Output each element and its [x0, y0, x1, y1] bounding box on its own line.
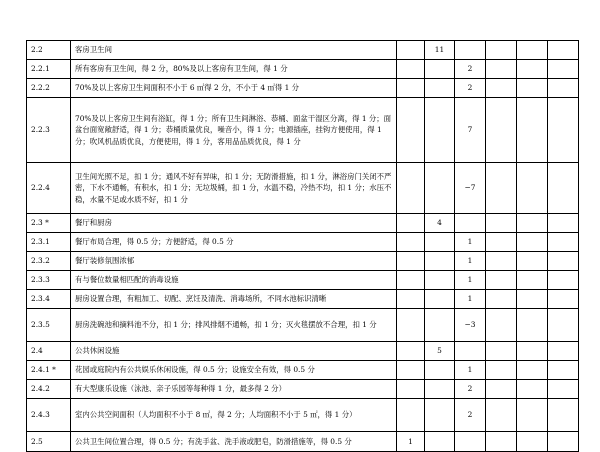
row-code: 2.2 [27, 41, 71, 60]
row-description: 卫生间光照不足，扣 1 分；通风不好有异味，扣 1 分；无防滑措施，扣 1 分，淋浴房门关闭不严密，下水不通畅，有积水，扣 1 分；无垃圾桶，扣 1 分，水温不稳，冷热不均，扣 1 分；水压不稳，水量不足或水质不好，扣 1 分 [71, 163, 397, 214]
score-col-2 [425, 380, 455, 399]
row-code: 2.3.5 [27, 309, 71, 342]
row-code: 2.2.4 [27, 163, 71, 214]
score-col-2: 5 [425, 342, 455, 361]
score-col-4 [486, 309, 517, 342]
score-col-3: 1 [455, 290, 486, 309]
score-col-3 [455, 432, 486, 452]
score-col-3 [455, 214, 486, 233]
score-col-3: 2 [455, 399, 486, 432]
score-col-1 [397, 252, 425, 271]
score-col-3: 1 [455, 233, 486, 252]
row-description: 室内公共空间面积（人均面积不小于 8 ㎡，得 2 分；人均面积不小于 5 ㎡，得 1 分） [71, 399, 397, 432]
score-col-1 [397, 214, 425, 233]
score-col-4 [486, 399, 517, 432]
score-col-1 [397, 361, 425, 380]
score-col-5 [517, 361, 548, 380]
score-col-2 [425, 79, 455, 98]
row-description: 餐厅和厨房 [71, 214, 397, 233]
row-code: 2.2.3 [27, 98, 71, 163]
table-row [27, 399, 579, 432]
row-code: 2.4.3 [27, 399, 71, 432]
score-col-6 [548, 79, 579, 98]
row-code: 2.3.4 [27, 290, 71, 309]
score-col-6 [548, 60, 579, 79]
score-col-4 [486, 98, 517, 163]
score-col-3: −7 [455, 163, 486, 214]
score-col-3: 7 [455, 98, 486, 163]
score-col-3 [455, 41, 486, 60]
score-col-3: 2 [455, 79, 486, 98]
score-col-3: 1 [455, 361, 486, 380]
score-col-6 [548, 380, 579, 399]
score-col-6 [548, 290, 579, 309]
score-col-4 [486, 79, 517, 98]
score-col-5 [517, 79, 548, 98]
score-col-2 [425, 60, 455, 79]
table-row [27, 309, 579, 342]
table-row [27, 79, 579, 98]
row-description: 公共卫生间位置合理，得 0.5 分；有洗手盆、洗手液或肥皂，防滑措施等，得 0.5 分 [71, 432, 397, 452]
table-row [27, 271, 579, 290]
score-col-2 [425, 361, 455, 380]
score-col-6 [548, 399, 579, 432]
score-col-5 [517, 98, 548, 163]
score-col-2 [425, 290, 455, 309]
score-col-4 [486, 214, 517, 233]
score-col-5 [517, 214, 548, 233]
score-col-4 [486, 41, 517, 60]
score-col-1 [397, 342, 425, 361]
score-col-1 [397, 98, 425, 163]
score-col-6 [548, 214, 579, 233]
table-row [27, 342, 579, 361]
score-col-2 [425, 233, 455, 252]
row-description: 厨房设置合理，有粗加工、切配、烹饪及清洗、消毒场所，不同水池标识清晰 [71, 290, 397, 309]
score-col-6 [548, 98, 579, 163]
score-col-6 [548, 252, 579, 271]
score-col-1 [397, 41, 425, 60]
row-description: 厨房洗碗池和摘料池不分，扣 1 分；排风排烟不通畅，扣 1 分；灭火毯摆放不合理，扣 1 分 [71, 309, 397, 342]
score-col-1 [397, 79, 425, 98]
table-body [27, 41, 579, 452]
score-col-4 [486, 432, 517, 452]
row-description: 有与餐位数量相匹配的消毒设施 [71, 271, 397, 290]
score-col-1 [397, 233, 425, 252]
score-col-2: 4 [425, 214, 455, 233]
row-code: 2.5 [27, 432, 71, 452]
score-col-5 [517, 252, 548, 271]
score-col-4 [486, 342, 517, 361]
score-col-3 [455, 342, 486, 361]
score-col-2 [425, 432, 455, 452]
score-col-2 [425, 271, 455, 290]
score-col-5 [517, 309, 548, 342]
score-col-4 [486, 290, 517, 309]
score-col-1: 1 [397, 432, 425, 452]
row-description: 餐厅装修氛围浓郁 [71, 252, 397, 271]
table-row [27, 41, 579, 60]
score-col-3: −3 [455, 309, 486, 342]
score-col-3: 1 [455, 252, 486, 271]
score-col-2 [425, 163, 455, 214]
score-col-5 [517, 380, 548, 399]
score-col-5 [517, 271, 548, 290]
table-row [27, 432, 579, 452]
score-col-5 [517, 342, 548, 361]
score-col-6 [548, 361, 579, 380]
score-col-5 [517, 41, 548, 60]
row-description: 花园或庭院内有公共娱乐休闲设施，得 0.5 分；设施安全有效，得 0.5 分 [71, 361, 397, 380]
table-row [27, 290, 579, 309]
table-row [27, 214, 579, 233]
row-code: 2.4.1 * [27, 361, 71, 380]
row-code: 2.3.1 [27, 233, 71, 252]
score-col-1 [397, 380, 425, 399]
score-col-5 [517, 290, 548, 309]
table-row [27, 163, 579, 214]
row-code: 2.2.2 [27, 79, 71, 98]
score-col-1 [397, 290, 425, 309]
score-col-6 [548, 233, 579, 252]
score-col-4 [486, 271, 517, 290]
score-col-1 [397, 163, 425, 214]
row-code: 2.3.3 [27, 271, 71, 290]
table-row [27, 233, 579, 252]
scoring-table [26, 40, 579, 452]
table-row [27, 380, 579, 399]
score-col-3: 2 [455, 60, 486, 79]
score-col-6 [548, 342, 579, 361]
row-code: 2.3.2 [27, 252, 71, 271]
score-col-4 [486, 252, 517, 271]
score-col-4 [486, 233, 517, 252]
row-description: 有大型康乐设施（泳池、亲子乐园等每种得 1 分，最多得 2 分） [71, 380, 397, 399]
row-code: 2.3 * [27, 214, 71, 233]
table-row [27, 361, 579, 380]
score-col-6 [548, 309, 579, 342]
row-description: 70%及以上客房卫生间有浴缸，得 1 分；所有卫生间淋浴、恭桶、面盆干湿区分离，得 1 分；面盆台面宽敞舒适，得 1 分；恭桶质量优良，噪音小，得 1 分；电源插座，挂钩方便使用，得 1 分；吹风机品质优良，方便使用，得 1 分，客用品品质优良，得 1 分 [71, 98, 397, 163]
score-col-1 [397, 309, 425, 342]
score-col-4 [486, 60, 517, 79]
score-col-6 [548, 271, 579, 290]
score-col-5 [517, 163, 548, 214]
score-col-6 [548, 432, 579, 452]
score-col-2: 11 [425, 41, 455, 60]
table-row [27, 252, 579, 271]
score-col-1 [397, 271, 425, 290]
row-code: 2.4 [27, 342, 71, 361]
row-description: 公共休闲设施 [71, 342, 397, 361]
score-col-3: 1 [455, 271, 486, 290]
score-col-5 [517, 432, 548, 452]
score-col-6 [548, 163, 579, 214]
table-row [27, 60, 579, 79]
score-col-4 [486, 361, 517, 380]
score-col-5 [517, 399, 548, 432]
score-col-2 [425, 309, 455, 342]
score-col-6 [548, 41, 579, 60]
score-col-4 [486, 163, 517, 214]
score-col-5 [517, 233, 548, 252]
score-col-4 [486, 380, 517, 399]
score-col-2 [425, 98, 455, 163]
row-description: 所有客房有卫生间，得 2 分，80%及以上客房有卫生间，得 1 分 [71, 60, 397, 79]
row-code: 2.4.2 [27, 380, 71, 399]
score-col-1 [397, 60, 425, 79]
table-row [27, 98, 579, 163]
row-description: 70%及以上客房卫生间面积不小于 6 ㎡得 2 分，不小于 4 ㎡得 1 分 [71, 79, 397, 98]
score-col-3: 2 [455, 380, 486, 399]
row-code: 2.2.1 [27, 60, 71, 79]
score-col-2 [425, 399, 455, 432]
score-col-2 [425, 252, 455, 271]
score-col-5 [517, 60, 548, 79]
row-description: 客房卫生间 [71, 41, 397, 60]
row-description: 餐厅布局合理，得 0.5 分；方便舒适，得 0.5 分 [71, 233, 397, 252]
score-col-1 [397, 399, 425, 432]
